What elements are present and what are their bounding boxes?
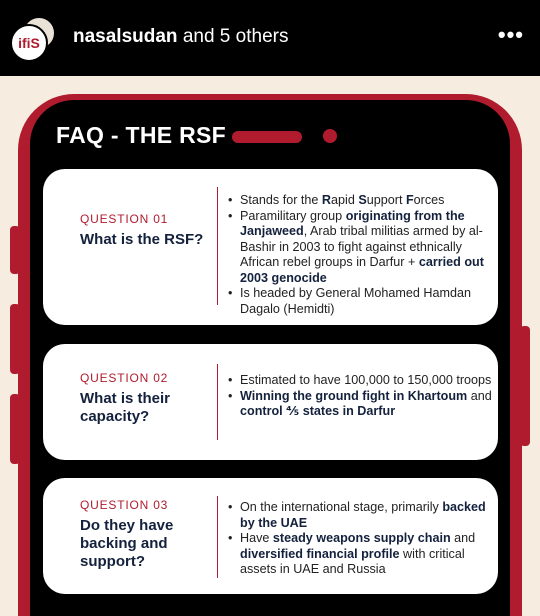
answer-bullet: • Estimated to have 100,000 to 150,000 troops: [227, 373, 492, 389]
answer-list: [227, 193, 492, 317]
title-accent-dot: [323, 129, 337, 143]
question-number: QUESTION 01: [80, 212, 169, 226]
account-avatar: [10, 24, 48, 62]
question-text: What is the RSF?: [80, 231, 204, 248]
post-image[interactable]: [0, 76, 540, 616]
question-text: Do they have backing and support?: [80, 517, 174, 570]
faq-card-1: [43, 169, 498, 325]
answer-bullet: • On the international stage, primarily backed by the UAE: [227, 500, 492, 531]
collaborators-link[interactable]: and 5 others: [177, 26, 289, 47]
phone-side-button: [10, 304, 20, 374]
faq-card-2: [43, 344, 498, 460]
answer-bullet: • Winning the ground fight in Khartoum and control ⅘ states in Darfur: [227, 389, 492, 420]
answer-list: [227, 373, 492, 420]
answer-bullet: • Stands for the Rapid Support Forces: [227, 193, 492, 209]
question-number: QUESTION 02: [80, 371, 169, 385]
question-text: What is their capacity?: [80, 390, 171, 425]
phone-side-button: [10, 394, 20, 464]
answer-list: [227, 500, 492, 578]
account-names[interactable]: [73, 26, 288, 48]
phone-side-button: [10, 226, 20, 274]
card-divider: [217, 496, 218, 578]
more-horizontal-icon[interactable]: •••: [497, 22, 524, 47]
phone-side-button: [520, 326, 530, 446]
answer-bullet: • Is headed by General Mohamed Hamdan Dagalo (Hemidti): [227, 286, 492, 317]
card-divider: [217, 364, 218, 440]
avatar-logo-text: ifiS: [18, 35, 40, 51]
question-number: QUESTION 03: [80, 498, 169, 512]
answer-bullet: • Have steady weapons supply chain and diversified financial profile with critical assets in UAE and Russia: [227, 531, 492, 578]
answer-bullet: • Paramilitary group originating from the Janjaweed, Arab tribal militias armed by al-Bashir in 2003 to fight against ethnically African rebel groups in Darfur + carried out 2003 genocide: [227, 209, 492, 287]
card-divider: [217, 187, 218, 305]
post-header: [0, 0, 540, 76]
title-accent-bar: [232, 131, 302, 143]
avatar[interactable]: [10, 18, 50, 58]
faq-title: FAQ - THE RSF: [56, 122, 227, 148]
faq-card-3: [43, 478, 498, 594]
account-name[interactable]: nasalsudan: [73, 26, 178, 47]
